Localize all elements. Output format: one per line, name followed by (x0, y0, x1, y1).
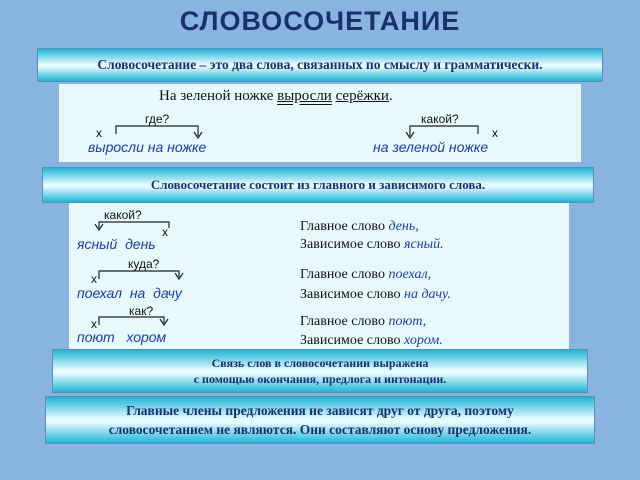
example2-dep-value: на дачу. (404, 287, 451, 302)
left-main-mark: х (96, 126, 102, 140)
example3-dep-value: хором. (404, 333, 443, 348)
left-question: где? (145, 112, 170, 126)
example-panel (59, 84, 581, 162)
examples-panel (69, 203, 569, 355)
example2-dep-line (300, 287, 451, 303)
example3-main-label: Главное слово (300, 314, 389, 329)
example3-phrase (77, 329, 166, 345)
example3-dep-line (300, 333, 443, 349)
sentence-predicate: выросли (277, 88, 332, 104)
members-line-2: словосочетанием не являются. Они составляют основу предложения. (108, 422, 532, 437)
example2-main-line (300, 267, 431, 283)
example1-dep-word: ясный (77, 236, 118, 252)
example1-mark: х (162, 225, 168, 239)
page-title: СЛОВОСОЧЕТАНИЕ (179, 6, 461, 36)
example2-main-value: поехал, (388, 267, 432, 282)
structure-text: Словосочетание состоит из главного и зависимого слова. (150, 177, 486, 192)
example1-main-value: день, (388, 219, 419, 234)
connection-line-2: с помощью окончания, предлога и интонации. (193, 372, 447, 386)
example3-question: как? (129, 304, 154, 318)
sentence-subject: серёжки (335, 88, 389, 104)
members-banner (45, 396, 595, 444)
example1-phrase (77, 236, 156, 252)
sentence-end: . (388, 88, 393, 104)
example2-main-label: Главное слово (300, 267, 389, 282)
example2-phrase (77, 285, 182, 301)
example2-dep-word: дачу (153, 285, 182, 301)
left-phrase: выросли на ножке (88, 139, 207, 155)
example2-mark: х (91, 272, 97, 286)
example1-question: какой? (104, 208, 142, 222)
example2-dep-label: Зависимое слово (300, 287, 404, 302)
connection-line-1: Связь слов в словосочетании выражена (211, 356, 429, 370)
definition-text: Словосочетание – это два слова, связанных по смыслу и грамматически. (97, 57, 543, 72)
example1-main-label: Главное слово (300, 219, 389, 234)
connection-banner (52, 349, 588, 393)
example1-main-line (300, 219, 419, 235)
example3-dep-label: Зависимое слово (300, 333, 404, 348)
right-main-mark: х (492, 126, 498, 140)
definition-banner (37, 48, 603, 82)
example3-main-word: поют (77, 329, 115, 345)
example3-main-value: поют, (388, 314, 427, 329)
structure-banner (42, 167, 594, 203)
example3-mark: х (91, 317, 97, 331)
example1-dep-value: ясный. (404, 237, 444, 252)
sentence-start: На зеленой ножке (159, 88, 278, 104)
example2-main-word: поехал (77, 285, 123, 301)
right-question: какой? (421, 112, 459, 126)
example3-dep-word: хором (126, 329, 167, 345)
example3-main-line (300, 314, 426, 330)
example1-main-word: день (125, 236, 156, 252)
example1-dep-line (300, 237, 444, 253)
example1-dep-label: Зависимое слово (300, 237, 404, 252)
example2-prep: на (129, 285, 146, 301)
members-line-1: Главные члены предложения не зависят друг от друга, поэтому (126, 403, 514, 418)
right-phrase: на зеленой ножке (373, 139, 489, 155)
example2-question: куда? (128, 257, 160, 271)
